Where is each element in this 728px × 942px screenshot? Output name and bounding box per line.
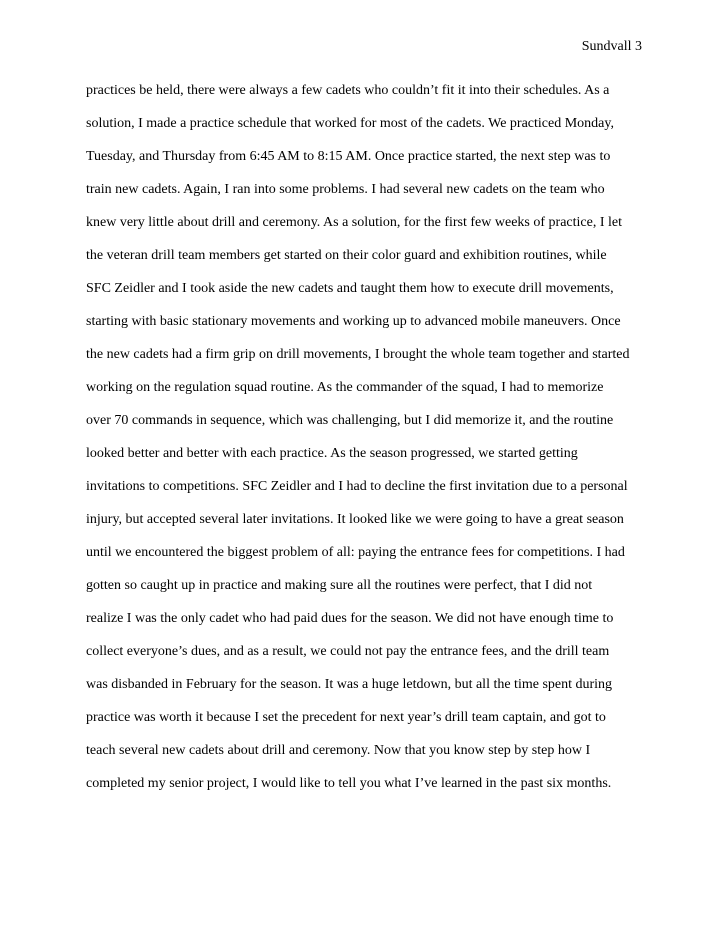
text-line: over 70 commands in sequence, which was challenging, but I did memorize it, and the routine [86,413,614,428]
text-line: injury, but accepted several later invitations. It looked like we were going to have a great season [86,512,624,527]
text-line: knew very little about drill and ceremony. As a solution, for the first few weeks of practice, I let [86,215,622,230]
running-head: Sundvall 3 [581,39,642,54]
text-line: train new cadets. Again, I ran into some problems. I had several new cadets on the team who [86,182,605,197]
text-line: working on the regulation squad routine. As the commander of the squad, I had to memorize [86,380,604,395]
text-line: starting with basic stationary movements and working up to advanced mobile maneuvers. Once [86,314,621,329]
text-line: collect everyone’s dues, and as a result, we could not pay the entrance fees, and the drill team [86,644,610,659]
text-line: Tuesday, and Thursday from 6:45 AM to 8:15 AM. Once practice started, the next step was to [86,149,611,164]
text-line: solution, I made a practice schedule that worked for most of the cadets. We practiced Monday, [86,116,614,131]
text-line: was disbanded in February for the season. It was a huge letdown, but all the time spent during [86,677,613,692]
text-line: practice was worth it because I set the precedent for next year’s drill team captain, and got to [86,710,606,725]
text-line: teach several new cadets about drill and ceremony. Now that you know step by step how I [86,743,591,758]
body-paragraph [86,82,656,808]
text-line: completed my senior project, I would like to tell you what I’ve learned in the past six months. [86,776,612,791]
text-line: until we encountered the biggest problem of all: paying the entrance fees for competitions. I had [86,545,625,560]
text-line: the veteran drill team members get started on their color guard and exhibition routines, while [86,248,607,263]
text-line: gotten so caught up in practice and making sure all the routines were perfect, that I did not [86,578,593,593]
text-line: invitations to competitions. SFC Zeidler and I had to decline the first invitation due to a personal [86,479,628,494]
text-line: realize I was the only cadet who had paid dues for the season. We did not have enough time to [86,611,614,626]
text-line: looked better and better with each practice. As the season progressed, we started getting [86,446,578,461]
text-line: SFC Zeidler and I took aside the new cadets and taught them how to execute drill movements, [86,281,614,296]
text-line: practices be held, there were always a few cadets who couldn’t fit it into their schedules. As a [86,83,610,98]
text-line: the new cadets had a firm grip on drill movements, I brought the whole team together and started [86,347,630,362]
